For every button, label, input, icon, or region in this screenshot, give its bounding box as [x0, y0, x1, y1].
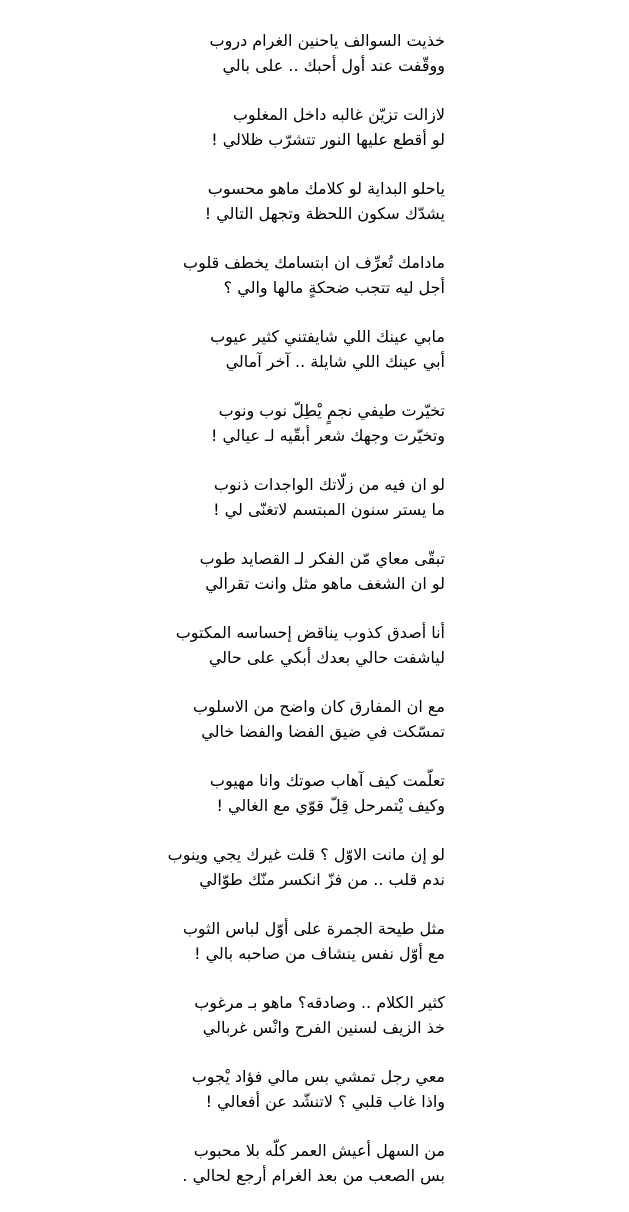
stanza-2 — [25, 102, 445, 152]
verse-line: خذ الزيف لسنين الفرح وانْس غربالي — [202, 1018, 445, 1037]
verse-line: لياشفت حالي بعدك أبكي على حالي — [208, 648, 445, 667]
verse-line: ندم قلب .. من فزّ انكسر منّك طوّالي — [199, 870, 445, 889]
verse-line: يشدّك سكون اللحظة وتجهل التالي ! — [204, 204, 445, 223]
stanza-7 — [25, 472, 445, 522]
verse-line: واذا غاب قلبي ؟ لاتنشّد عن أفعالي ! — [205, 1092, 445, 1111]
verse-line: أبي عينك اللي شايلة .. آخر آمالي — [225, 352, 445, 371]
stanza-14 — [25, 990, 445, 1040]
stanza-4 — [25, 250, 445, 300]
verse-line: معي رجل تمشي بس مالي فؤاد يْجوب — [191, 1067, 445, 1086]
verse-line: ووقّفت عند أول أحبك .. على بالي — [222, 56, 445, 75]
stanza-10 — [25, 694, 445, 744]
stanza-1 — [25, 28, 445, 78]
verse-line: مابي عينك اللي شايفتني كثير عيوب — [210, 327, 445, 346]
verse-line: لو إن مانت الاوّل ؟ قلت غيرك يجي وينوب — [167, 845, 445, 864]
verse-line: تعلّمت كيف آهاب صوتك وانا مهيوب — [209, 771, 445, 790]
stanza-11 — [25, 768, 445, 818]
verse-line: من السهل أعيش العمر كلّه بلا محبوب — [193, 1141, 445, 1160]
poem — [25, 28, 445, 1212]
verse-line: أجل ليه تتجب ضحكةٍ مالها والي ؟ — [223, 278, 445, 297]
verse-line: بس الصعب من بعد الغرام أرجع لحالي . — [182, 1166, 445, 1185]
verse-line: ما يستر سنون المبتسم لاتغنّى لي ! — [213, 500, 445, 519]
verse-line: تخيّرت طيفي نجمٍ يْطِلّ نوب ونوب — [218, 401, 445, 420]
stanza-3 — [25, 176, 445, 226]
stanza-13 — [25, 916, 445, 966]
stanza-12 — [25, 842, 445, 892]
verse-line: تبقّى معاي مّن الفكر لـ القصايد طوب — [199, 549, 445, 568]
verse-line: تمسّكت في ضيق الفضا والفضا خالي — [201, 722, 445, 741]
verse-line: وكيف يْتمرحل قِلّ قوّي مع الغالي ! — [216, 796, 445, 815]
verse-line: مادامك تُعرِّف ان ابتسامك يخطف قلوب — [183, 253, 445, 272]
verse-line: لو ان فيه من زلّاتك الواجدات ذنوب — [213, 475, 445, 494]
stanza-8 — [25, 546, 445, 596]
stanza-6 — [25, 398, 445, 448]
stanza-5 — [25, 324, 445, 374]
verse-line: ياحلو البداية لو كلامك ماهو محسوب — [207, 179, 445, 198]
verse-line: لازالت تزيّن غالبه داخل المغلوب — [232, 105, 445, 124]
stanza-16 — [25, 1138, 445, 1188]
stanza-9 — [25, 620, 445, 670]
stanza-15 — [25, 1064, 445, 1114]
verse-line: لو أقطع عليها النور تتشرّب ظلالي ! — [211, 130, 445, 149]
verse-line: مثل طيحة الجمرة على أوّل لباس الثوب — [182, 919, 445, 938]
verse-line: كثير الكلام .. وصادقه؟ ماهو بـ مرغوب — [194, 993, 445, 1012]
verse-line: مع أوّل نفس ينشاف من صاحبه بالي ! — [194, 944, 445, 963]
verse-line: وتخيّرت وجهك شعر أبقّيه لـ عيالي ! — [210, 426, 445, 445]
verse-line: لو ان الشغف ماهو مثل وانت تقرالي — [205, 574, 445, 593]
verse-line: خذيت السوالف ياحنين الغرام دروب — [209, 31, 445, 50]
verse-line: مع ان المفارق كان واضح من الاسلوب — [192, 697, 445, 716]
verse-line: أنا أصدق كذوب يناقض إحساسه المكتوب — [175, 623, 445, 642]
